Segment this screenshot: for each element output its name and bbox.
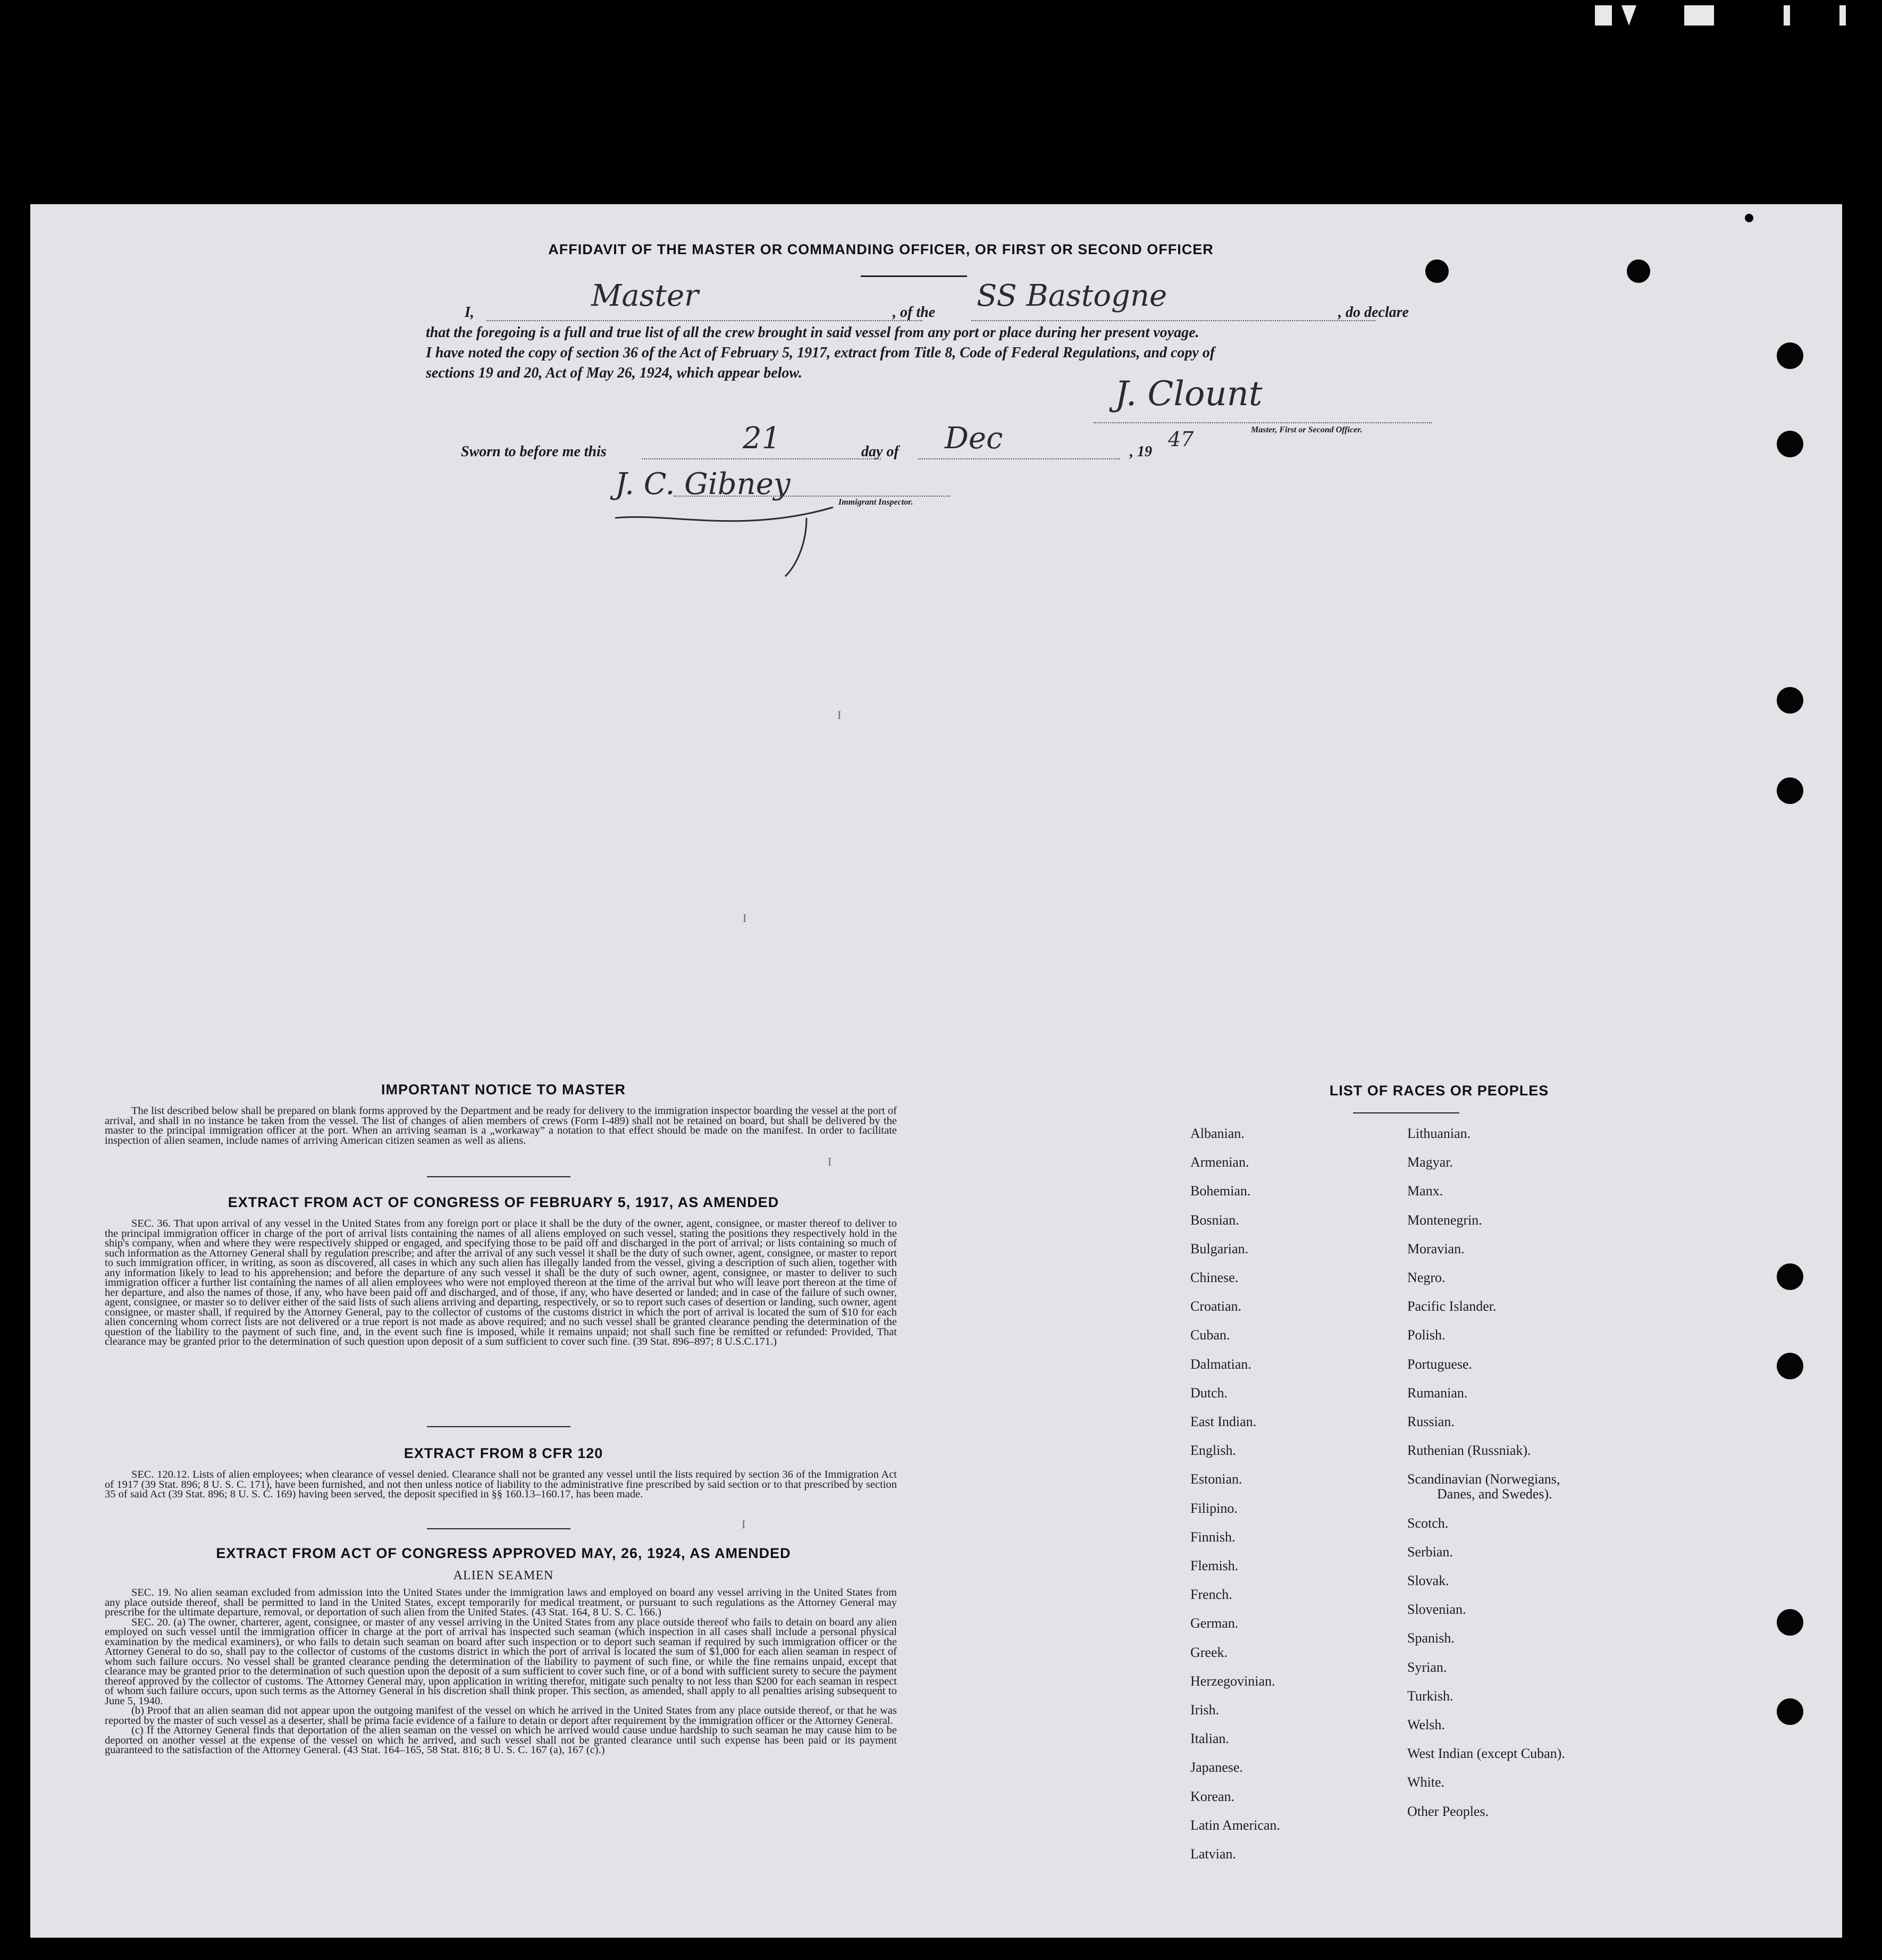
extract-1924-text [105, 1588, 897, 1755]
punch-hole [1777, 1609, 1803, 1636]
race-entry: Croatian. [1190, 1299, 1242, 1314]
punch-hole [1777, 431, 1803, 457]
stray-mark: I [742, 1518, 746, 1531]
race-entry: Finnish. [1190, 1529, 1236, 1545]
divider [427, 1176, 570, 1177]
signature-flourish [604, 486, 860, 582]
affidavit-line3: I have noted the copy of section 36 of the Act of February 5, 1917, extract from Title 8, Code of Federal Regulations, and copy of [426, 345, 1215, 361]
race-entry: Scandinavian (Norwegians, Danes, and Swedes). [1407, 1471, 1560, 1502]
extract-1917-paragraph: SEC. 36. That upon arrival of any vessel in the United States from any foreign port or place it shall be the duty of the owner, agent, consignee, or master thereof to deliver to the principal immigration officer in charge of the port of arrival lists containing the names of all aliens employed on such vessel, stating the positions they respectively hold in the ship's company, when and where they were respectively shipped or engaged, and specifying those to be paid off and discharged in the port of arrival; or lists containing so much of such information as the Attorney General shall by regulation prescribe; and after the arrival of any such vessel it shall be the duty of such owner, agent, consignee, or master to report to such immigration officer, in writing, as soon as discovered, all cases in which any such alien has illegally landed from the vessel, giving a description of such alien, together with any information likely to lead to his apprehension; and before the departure of any such vessel it shall be the duty of such owner, agent, consignee, or master to deliver to such immigration officer a further list containing the names of all alien employees who were not employed thereon at the time of the arrival but who will leave port thereon at the time of her departure, and also the names of those, if any, who have been paid off and discharged, and of those, if any, who have deserted or landed; and in case of the failure of such owner, agent, consignee, or master so to deliver either of the said lists of such aliens arriving and departing, respectively, or so to report such cases of desertion or landing, such owner, agent consignee, or master shall, if required by the Attorney General, pay to the collector of customs of the customs district in which the port of arrival is located the sum of $10 for each alien concerning whom correct lists are not delivered or a true report is not made as above required; and no such vessel shall be granted clearance pending the determination of the question of the liability to the payment of such fine, and, in the event such fine is imposed, while it remains unpaid; not shall such fine be remitted or refunded: Provided, That clearance may be granted prior to the determination of such question upon deposit of a sum sufficient to cover such fine. (39 Stat. 896–897; 8 U.S.C.171.) [105, 1218, 897, 1347]
race-entry: Slovenian. [1407, 1602, 1466, 1618]
year-prefix: , 19 [1130, 443, 1152, 460]
punch-hole [1627, 259, 1650, 283]
inspector-signature: J. C. Gibney [615, 467, 791, 501]
document-page [30, 204, 1842, 1938]
sec20a-paragraph: SEC. 20. (a) The owner, charterer, agent, consignee, or master of any vessel arriving in the United States from any place outside thereof who fails to detain on board any alien employed on such vessel until the immigration officer in charge at the port of arrival has inspected such seaman (which inspection in all cases shall include a personal physical examination by the medical examiners), or who fails to detain such seaman on board after such inspection or to deport such seaman if required by such immigration officer or the Attorney General to do so, shall pay to the collector of customs of the customs district in which the port of arrival is located the sum of $1,000 for each alien seaman in respect of whom such failure occurs. No vessel shall be granted clearance pending the determination of the liability to payment of such fine, or while the fine remains unpaid, except that clearance may be granted prior to the determination of such question upon the deposit of a sum sufficient to cover such fine, or of a bond with sufficient surety to secure the payment thereof approved by the collector of customs. The Attorney General may, upon application in writing therefor, mitigate such penalty to not less than $200 for each seaman in respect of whom such failure occurs, upon such terms as the Attorney General in his discretion shall think proper. This section, as amended, shall apply to all penalties arising subsequent to June 5, 1940. [105, 1616, 897, 1707]
race-entry: Welsh. [1407, 1717, 1445, 1732]
punch-hole [1777, 1263, 1803, 1290]
race-entry: Greek. [1190, 1644, 1228, 1660]
punch-hole [1745, 214, 1753, 222]
race-entry: Turkish. [1407, 1688, 1453, 1704]
officer-role-blank [486, 320, 922, 321]
extract-cfr-title: EXTRACT FROM 8 CFR 120 [404, 1445, 603, 1461]
film-mark [1595, 5, 1612, 26]
sworn-day-handwriting: 21 [743, 421, 781, 456]
film-mark [1684, 5, 1714, 26]
notice-paragraph: The list described below shall be prepared on blank forms approved by the Department and be ready for delivery to the immigration inspector boarding the vessel at the port of arrival, and shall in no instance be taken from the vessel. The list of changes of alien members of crews (Form I-489) shall not be retained on board, but shall be delivered by the master to the principal immigration officer at the port. When an arriving seaman is a „workaway” a notation to that effect should be made on the manifest. In order to facilitate inspection of alien seamen, include names of arriving American citizen seamen as well as aliens. [105, 1105, 897, 1146]
race-entry: Cuban. [1190, 1327, 1230, 1343]
race-entry: German. [1190, 1615, 1239, 1631]
stray-mark: I [743, 911, 747, 925]
master-signature-blank [1094, 422, 1432, 423]
race-entry: Slovak. [1407, 1573, 1449, 1588]
race-entry: English. [1190, 1443, 1236, 1459]
divider [861, 275, 967, 277]
affidavit-line1-mid: , of the [893, 304, 936, 321]
race-entry: Dalmatian. [1190, 1356, 1251, 1372]
film-mark [1839, 5, 1846, 26]
extract-1924-subtitle: ALIEN SEAMEN [453, 1569, 554, 1582]
race-entry: Irish. [1190, 1702, 1220, 1718]
race-entry: White. [1407, 1774, 1445, 1790]
punch-hole [1777, 1353, 1803, 1379]
sworn-day-blank [642, 458, 881, 459]
stray-mark: I [828, 1155, 832, 1168]
race-entry: West Indian (except Cuban). [1407, 1746, 1565, 1762]
race-entry: Manx. [1407, 1183, 1443, 1199]
vessel-name-blank [971, 320, 1375, 321]
race-entry: East Indian. [1190, 1414, 1257, 1429]
race-entry: Russian. [1407, 1414, 1455, 1429]
race-entry: Serbian. [1407, 1544, 1453, 1560]
race-entry: Bulgarian. [1190, 1241, 1249, 1257]
race-entry: Spanish. [1407, 1630, 1455, 1646]
punch-hole [1777, 687, 1803, 714]
stray-mark: I [837, 708, 842, 722]
punch-hole [1425, 259, 1449, 283]
race-entry: Bohemian. [1190, 1183, 1251, 1199]
punch-hole [1777, 777, 1803, 804]
year-handwriting: 47 [1168, 428, 1194, 451]
notice-title: IMPORTANT NOTICE TO MASTER [381, 1082, 626, 1098]
race-entry: Latin American. [1190, 1817, 1280, 1833]
race-entry: Flemish. [1190, 1558, 1239, 1573]
extract-cfr-paragraph: SEC. 120.12. Lists of alien employees; when clearance of vessel denied. Clearance shall not be granted any vessel until the lists required by section 36 of the Immigration Act of 1917 (39 Stat. 896; 8 U. S. C. 171), have been furnished, and not then unless notice of liability to the administrative fine prescribed by said section or to that prescribed by section 35 of said Act (39 Stat. 896; 8 U. S. C. 169) having been served, the deposit specified in §§ 160.13–160.17, has been made. [105, 1469, 897, 1500]
race-entry: Chinese. [1190, 1270, 1239, 1285]
extract-cfr-text [105, 1470, 897, 1500]
officer-role-handwriting: Master [591, 279, 699, 313]
film-mark [1784, 5, 1790, 26]
punch-hole [1777, 1698, 1803, 1725]
race-entry: Montenegrin. [1407, 1212, 1482, 1228]
master-label: Master, First or Second Officer. [1251, 425, 1363, 434]
sec19-paragraph: SEC. 19. No alien seaman excluded from admission into the United States under the immigration laws and employed on board any vessel arriving in the United States from any place outside thereof, shall be permitted to land in the United States, except temporarily for medical treatment, or pursuant to such regulations as the Attorney General may prescribe for the ultimate departure, removal, or deportation of such alien from the United States. (43 Stat. 164, 8 U. S. C. 166.) [105, 1587, 897, 1618]
punch-hole [1777, 342, 1803, 369]
race-entry: French. [1190, 1587, 1232, 1603]
race-entry: Negro. [1407, 1270, 1446, 1285]
divider [1353, 1112, 1459, 1113]
inspector-label: Immigrant Inspector. [838, 498, 913, 507]
affidavit-line2: that the foregoing is a full and true list of all the crew brought in said vessel from any port or place during her present voyage. [426, 324, 1199, 341]
sworn-prefix: Sworn to before me this [461, 443, 607, 460]
race-entry: Scotch. [1407, 1515, 1449, 1531]
sworn-month-handwriting: Dec [945, 421, 1003, 456]
race-entry: Other Peoples. [1407, 1803, 1489, 1819]
inspector-signature-blank [674, 496, 950, 497]
film-mark [1621, 5, 1636, 26]
race-entry: Portuguese. [1407, 1356, 1473, 1372]
race-entry: Magyar. [1407, 1154, 1453, 1170]
race-entry: Moravian. [1407, 1241, 1465, 1257]
divider [427, 1426, 570, 1427]
race-entry: Dutch. [1190, 1385, 1228, 1401]
race-entry: Syrian. [1407, 1659, 1447, 1675]
race-entry: Polish. [1407, 1327, 1446, 1343]
affidavit-line1-suffix: , do declare [1338, 304, 1409, 321]
race-entry: Armenian. [1190, 1154, 1249, 1170]
race-entry: Lithuanian. [1407, 1126, 1471, 1141]
races-title: LIST OF RACES OR PEOPLES [1329, 1083, 1549, 1099]
notice-text [105, 1106, 897, 1145]
race-entry: Herzegovinian. [1190, 1673, 1275, 1689]
race-entry: Bosnian. [1190, 1212, 1239, 1228]
sec20b-paragraph: (b) Proof that an alien seaman did not appear upon the outgoing manifest of the vessel on which he arrived in the United States from any place outside thereof, or that he was reported by the master of such vessel as a deserter, shall be prima facie evidence of a failure to detain or deport after requirement by the immigration officer or the Attorney General. [105, 1705, 897, 1727]
extract-1924-title: EXTRACT FROM ACT OF CONGRESS APPROVED MAY, 26, 1924, AS AMENDED [216, 1545, 791, 1561]
day-of-label: day of [861, 443, 899, 460]
extract-1917-text [105, 1219, 897, 1347]
vessel-name-handwriting: SS Bastogne [977, 279, 1167, 313]
race-entry: Estonian. [1190, 1471, 1242, 1487]
divider [427, 1528, 570, 1529]
race-entry: Latvian. [1190, 1846, 1236, 1862]
race-entry: Rumanian. [1407, 1385, 1468, 1401]
race-entry: Korean. [1190, 1788, 1235, 1804]
race-entry: Pacific Islander. [1407, 1299, 1497, 1314]
race-entry: Albanian. [1190, 1126, 1245, 1141]
extract-1917-title: EXTRACT FROM ACT OF CONGRESS OF FEBRUARY 5, 1917, AS AMENDED [228, 1194, 779, 1210]
affidavit-line1-prefix: I, [465, 304, 474, 321]
master-signature: J. Clount [1115, 374, 1263, 414]
sec20c-paragraph: (c) If the Attorney General finds that deportation of the alien seaman on the vessel on which he arrived would cause undue hardship to such seaman he may cause him to be deported on another vessel at the expense of the vessel on which he arrived, and such vessel shall not be granted clearance until such expense has been paid or its payment guaranteed to the satisfaction of the Attorney General. (43 Stat. 164–165, 58 Stat. 816; 8 U. S. C. 167 (a), 167 (c).) [105, 1724, 897, 1756]
affidavit-line4: sections 19 and 20, Act of May 26, 1924, which appear below. [426, 365, 803, 381]
race-entry: Italian. [1190, 1731, 1229, 1747]
sworn-month-blank [918, 458, 1120, 459]
race-entry: Ruthenian (Russniak). [1407, 1443, 1531, 1459]
affidavit-title: AFFIDAVIT OF THE MASTER OR COMMANDING OFFICER, OR FIRST OR SECOND OFFICER [548, 241, 1214, 257]
race-entry: Filipino. [1190, 1500, 1238, 1516]
race-entry: Japanese. [1190, 1760, 1243, 1775]
